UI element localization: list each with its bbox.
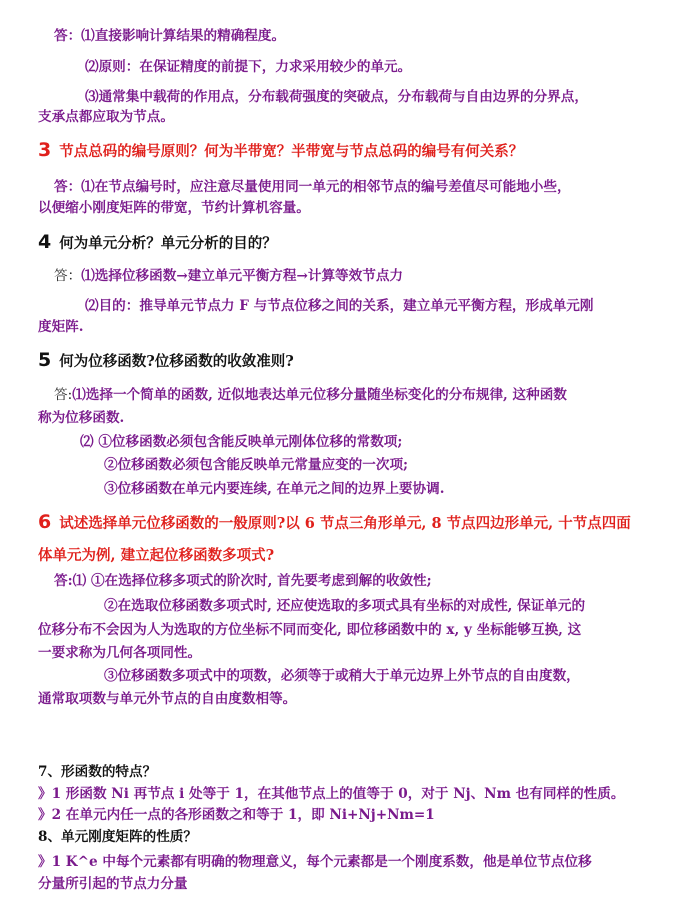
q5-number: 5 xyxy=(38,349,52,371)
q8-heading: 8、单元刚度矩阵的性质？ xyxy=(38,829,197,845)
q2-answer-line-2: ⑵原则：在保证精度的前提下，力求采用较少的单元。 xyxy=(85,59,412,75)
q6-number: 6 xyxy=(38,511,52,533)
q3-number: 3 xyxy=(38,139,52,161)
q5-answer-label: 答: xyxy=(54,387,73,403)
q6-title-1: 试述选择单元位移函数的一般原则?以 6 节点三角形单元, 8 节点四边形单元, 十节点四面 xyxy=(59,515,631,532)
q4-answer-line-2: ⑵目的：推导单元节点力 F 与节点位移之间的关系，建立单元平衡方程，形成单元刚 xyxy=(85,298,594,314)
q4-number: 4 xyxy=(38,231,52,253)
q6-answer-line-2: ②在选取位移函数多项式时, 还应使选取的多项式具有坐标的对成性, 保证单元的 xyxy=(104,598,586,614)
q7-heading: 7、形函数的特点？ xyxy=(38,764,157,780)
q5-heading xyxy=(38,351,294,371)
q5-answer-line-5: ③位移函数在单元内要连续, 在单元之间的边界上要协调. xyxy=(104,481,445,497)
q5-answer-line-3: ⑵ ①位移函数必须包含能反映单元刚体位移的常数项; xyxy=(80,434,403,450)
q8-answer-line-2: 分量所引起的节点力分量 xyxy=(38,876,188,892)
q4-answer-line-1 xyxy=(54,267,403,285)
q6-heading-line-2: 体单元为例, 建立起位移函数多项式? xyxy=(38,547,275,564)
q2-answer-line-4: 支承点都应取为节点。 xyxy=(38,109,174,125)
q4-title: 何为单元分析？单元分析的目的？ xyxy=(59,235,277,252)
q5-answer-line-4: ②位移函数必须包含能反映单元常量应变的一次项; xyxy=(104,457,409,473)
q6-heading-line-1 xyxy=(38,513,631,533)
q4-heading xyxy=(38,233,277,253)
q3-title: 节点总码的编号原则？何为半带宽？半带宽与节点总码的编号有何关系？ xyxy=(59,143,524,160)
q5-answer-text-1: ⑴选择一个简单的函数, 近似地表达单元位移分量随坐标变化的分布规律, 这种函数 xyxy=(72,387,567,403)
q8-answer-line-1: 》1 K^e 中每个元素都有明确的物理意义，每个元素都是一个刚度系数，他是单位节点位移 xyxy=(38,854,592,870)
q6-answer-line-1: 答:⑴ ①在选择位移多项式的阶次时, 首先要考虑到解的收敛性; xyxy=(54,573,432,589)
q3-answer-line-1: 答：⑴在节点编号时，应注意尽量使用同一单元的相邻节点的编号差值尽可能地小些， xyxy=(54,179,571,195)
q5-title: 何为位移函数?位移函数的收敛准则? xyxy=(59,353,294,370)
q5-answer-line-1 xyxy=(54,386,567,404)
q6-answer-line-6: 通常取项数与单元外节点的自由度数相等。 xyxy=(38,691,297,707)
q6-answer-line-5: ③位移函数多项式中的项数，必须等于或稍大于单元边界上外节点的自由度数， xyxy=(104,668,580,684)
q3-heading xyxy=(38,141,523,161)
q2-answer-line-3: ⑶通常集中载荷的作用点，分布载荷强度的突破点，分布载荷与自由边界的分界点， xyxy=(85,89,588,105)
q2-answer-line-1: 答：⑴直接影响计算结果的精确程度。 xyxy=(54,28,286,44)
q5-answer-line-2: 称为位移函数. xyxy=(38,410,125,426)
q4-answer-label: 答： xyxy=(54,268,82,284)
q7-answer-line-2: 》2 在单元内任一点的各形函数之和等于 1，即 Ni+Nj+Nm=1 xyxy=(38,807,435,823)
q6-answer-line-3: 位移分布不会因为人为选取的方位坐标不同而变化, 即位移函数中的 x, y 坐标能够互换, 这 xyxy=(38,622,582,638)
q4-answer-line-3: 度矩阵. xyxy=(38,319,84,335)
q4-answer-text-1: ⑴选择位移函数→建立单元平衡方程→计算等效节点力 xyxy=(81,268,404,284)
q6-answer-line-4: 一要求称为几何各项同性。 xyxy=(38,645,202,661)
q7-answer-line-1: 》1 形函数 Ni 再节点 i 处等于 1，在其他节点上的值等于 0，对于 Nj、Nm 也有同样的性质。 xyxy=(38,786,625,802)
q3-answer-line-2: 以便缩小刚度矩阵的带宽，节约计算机容量。 xyxy=(38,200,310,216)
